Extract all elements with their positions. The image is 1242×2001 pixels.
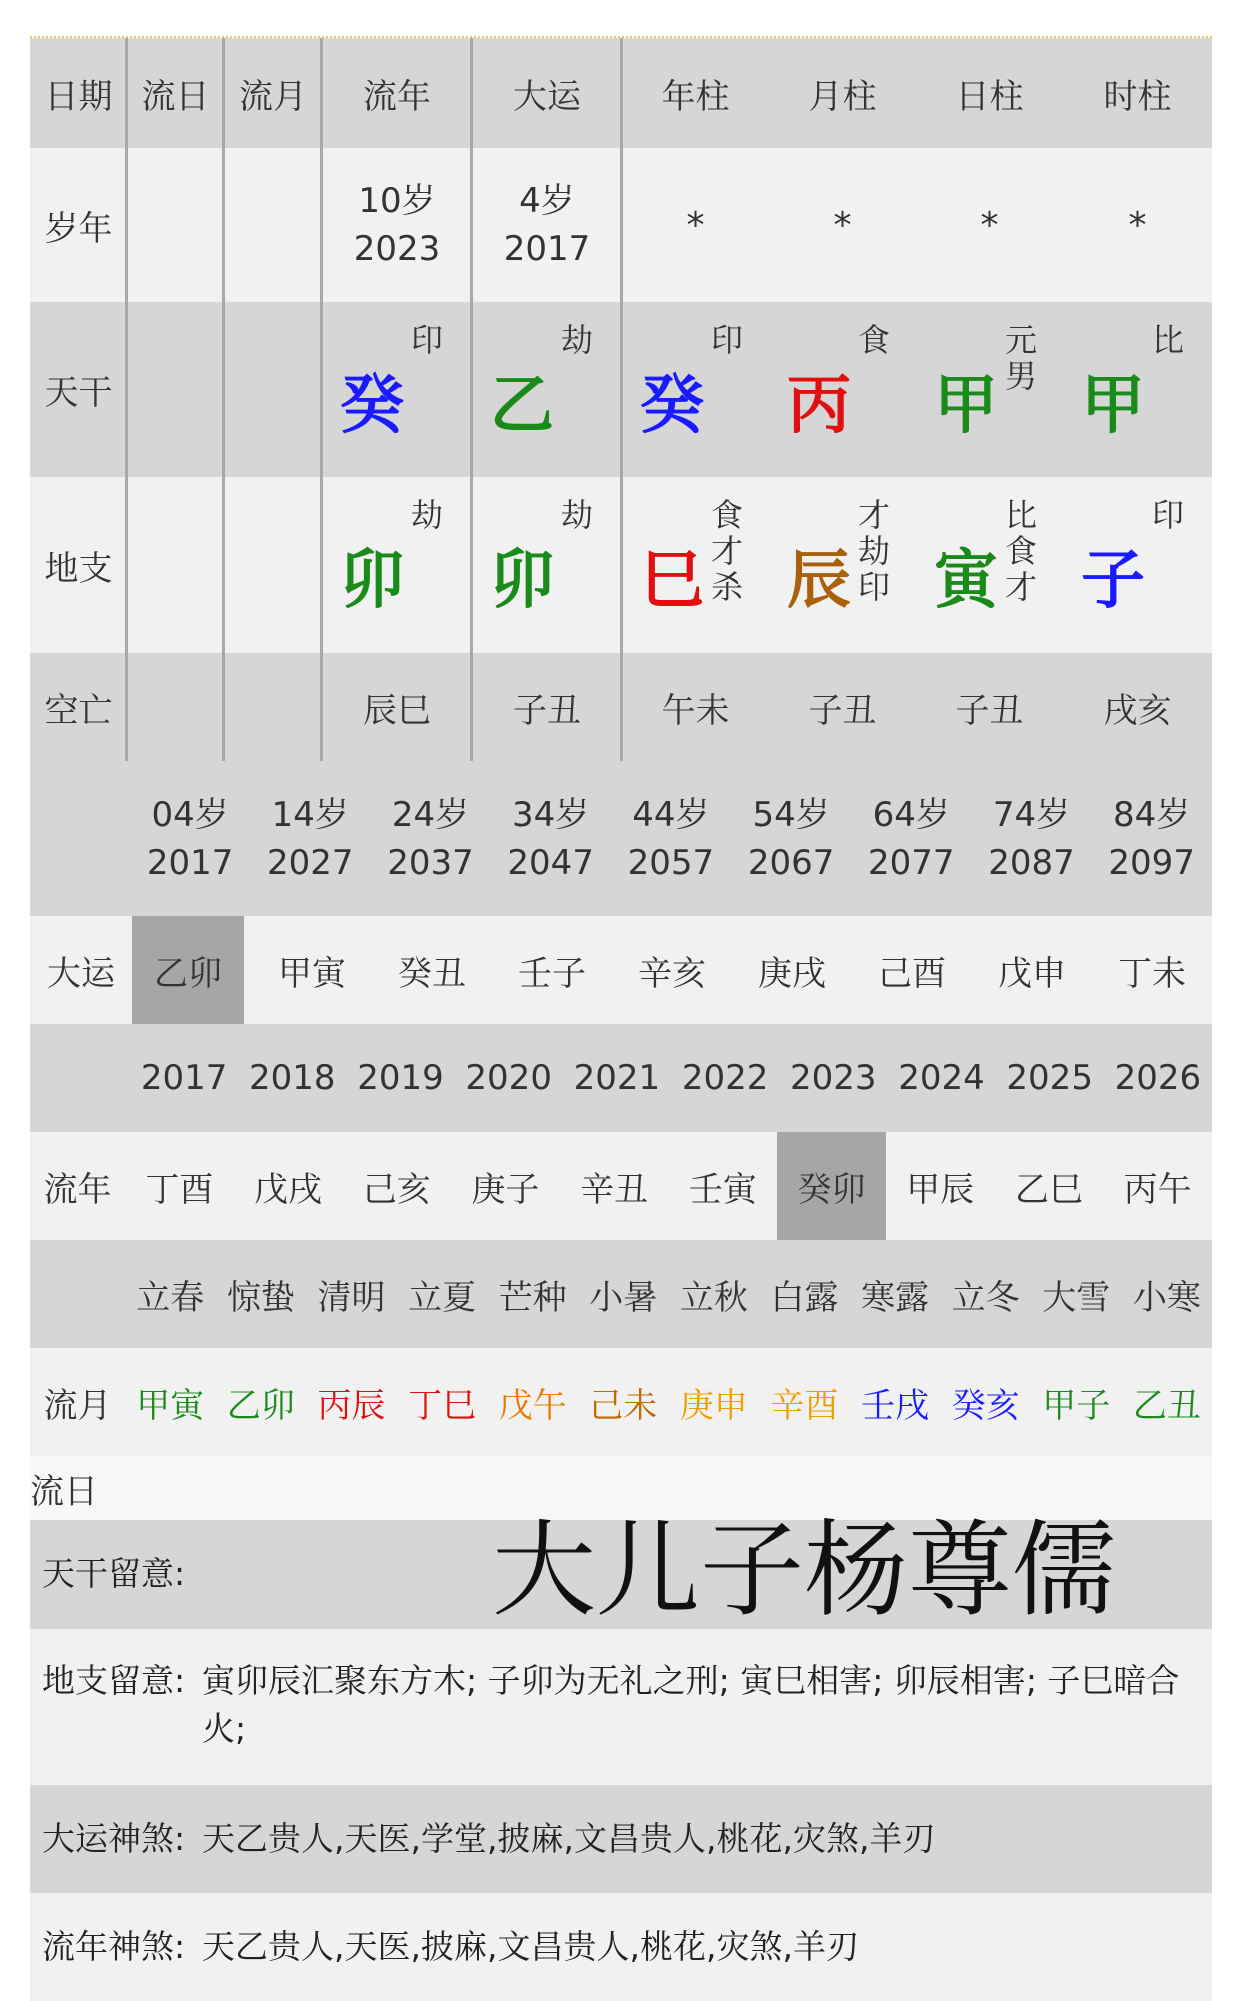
tiangan-char: 癸 xyxy=(640,369,704,443)
liunian-year-cell: 2018 xyxy=(249,1058,336,1098)
dayun-age: 44岁 xyxy=(632,794,710,835)
col-header-year-pillar: 年柱 xyxy=(661,76,730,117)
year-pillar-star: * xyxy=(686,204,705,246)
liunian-item[interactable]: 庚子 xyxy=(471,1169,540,1210)
liuyue-item[interactable]: 辛酉 xyxy=(770,1385,839,1426)
liunian-age: 10岁 xyxy=(358,181,436,221)
liuyue-item[interactable]: 丙辰 xyxy=(317,1385,386,1426)
dayun-row-label: 大运 xyxy=(47,953,115,994)
dayun-start-year: 2037 xyxy=(387,842,474,883)
solar-term: 立夏 xyxy=(408,1277,477,1318)
liunian-item[interactable]: 乙巳 xyxy=(1014,1169,1083,1210)
liuyue-item[interactable]: 癸亥 xyxy=(951,1385,1020,1426)
dizhi-cell xyxy=(769,477,916,653)
dayun-age: 4岁 xyxy=(519,181,575,221)
dayun-age: 24岁 xyxy=(391,794,470,835)
dayun-shensha-row xyxy=(30,1785,1212,1893)
dayun-start-year: 2097 xyxy=(1108,842,1195,883)
overlay-name-text: 大儿子杨尊儒 xyxy=(492,1509,1117,1631)
liunian-item[interactable]: 丙午 xyxy=(1123,1169,1192,1210)
divider xyxy=(320,38,323,761)
dayun-age-cell xyxy=(731,761,851,916)
dayun-start-year: 2017 xyxy=(146,842,234,883)
tiangan-tenshen: 印 xyxy=(410,321,443,359)
divider xyxy=(125,38,128,761)
dizhi-notes-label: 地支留意: xyxy=(42,1661,186,1700)
dayun-shensha-value: 天乙贵人,天医,学堂,披麻,文昌贵人,桃花,灾煞,羊刃 xyxy=(202,1819,936,1858)
dizhi-cell xyxy=(916,477,1063,653)
liunian-shensha-label: 流年神煞: xyxy=(42,1927,186,1966)
dayun-age: 84岁 xyxy=(1113,794,1191,835)
solar-term: 小暑 xyxy=(589,1277,658,1318)
liunian-shensha-value: 天乙贵人,天医,披麻,文昌贵人,桃花,灾煞,羊刃 xyxy=(202,1927,859,1966)
dayun-age-cell xyxy=(851,761,971,916)
solar-term: 寒露 xyxy=(861,1277,930,1318)
liunian-year-cell: 2020 xyxy=(465,1058,552,1098)
col-header-liuyue[interactable]: 流月 xyxy=(239,76,307,117)
dayun-age-cell xyxy=(971,761,1091,916)
tiangan-char: 乙 xyxy=(490,369,554,443)
dizhi-tenshen: 劫 xyxy=(410,496,443,534)
dizhi-char: 巳 xyxy=(640,544,704,618)
liunian-age-cell xyxy=(322,148,472,302)
liuyue-item[interactable]: 壬戌 xyxy=(861,1385,930,1426)
liuri-row-label[interactable]: 流日 xyxy=(30,1471,98,1512)
kongwang-liunian: 辰巳 xyxy=(363,690,431,731)
dayun-age: 04岁 xyxy=(151,794,229,835)
tiangan-cell xyxy=(769,302,916,477)
dayun-item[interactable]: 戊申 xyxy=(998,953,1066,994)
col-header-date: 日期 xyxy=(44,76,113,117)
col-header-day-pillar: 日柱 xyxy=(955,76,1024,117)
dizhi-char: 卯 xyxy=(340,544,404,618)
dayun-item[interactable]: 壬子 xyxy=(518,953,586,994)
tiangan-notes-label: 天干留意: xyxy=(42,1554,186,1593)
liunian-year-cell: 2022 xyxy=(681,1058,769,1098)
col-header-liunian[interactable]: 流年 xyxy=(363,76,431,117)
tiangan-tenshen: 劫 xyxy=(560,321,593,359)
tiangan-char: 甲 xyxy=(1081,369,1145,443)
liunian-item[interactable]: 甲辰 xyxy=(906,1169,975,1210)
solar-term: 小寒 xyxy=(1132,1277,1201,1318)
years-row xyxy=(30,1024,1212,1132)
dayun-age: 14岁 xyxy=(271,794,349,835)
dayun-start-year: 2087 xyxy=(988,842,1075,883)
dizhi-row-label: 地支 xyxy=(44,548,113,589)
dayun-year: 2017 xyxy=(503,229,591,269)
dayun-shensha-label: 大运神煞: xyxy=(42,1819,186,1858)
dizhi-char: 卯 xyxy=(490,544,554,618)
liuyue-row xyxy=(30,1348,1212,1456)
kongwang-hour: 戌亥 xyxy=(1103,690,1172,731)
dayun-item[interactable]: 辛亥 xyxy=(638,953,706,994)
solar-term: 芒种 xyxy=(498,1277,567,1318)
col-header-month-pillar: 月柱 xyxy=(808,76,877,117)
col-header-dayun[interactable]: 大运 xyxy=(513,76,581,117)
dayun-age-cell xyxy=(1092,761,1212,916)
liunian-item[interactable]: 壬寅 xyxy=(688,1169,757,1210)
divider xyxy=(222,38,225,761)
liuyue-item[interactable]: 庚申 xyxy=(679,1385,748,1426)
dizhi-char: 子 xyxy=(1081,544,1145,618)
dayun-row xyxy=(30,916,1212,1024)
dayun-age-cell xyxy=(491,761,611,916)
liunian-year-cell: 2024 xyxy=(898,1058,985,1098)
dayun-item[interactable]: 甲寅 xyxy=(278,953,346,994)
kongwang-day: 子丑 xyxy=(955,690,1024,731)
kongwang-dayun: 子丑 xyxy=(513,690,581,731)
dayun-start-year: 2077 xyxy=(868,842,955,883)
dayun-age-cell xyxy=(130,761,250,916)
liunian-item[interactable]: 丁酉 xyxy=(145,1169,214,1210)
liuyue-item[interactable]: 甲子 xyxy=(1042,1385,1111,1426)
dayun-start-year: 2047 xyxy=(507,842,594,883)
tiangan-cell xyxy=(1063,302,1212,477)
solar-term: 惊蛰 xyxy=(226,1277,295,1318)
dizhi-tenshen: 才劫印 xyxy=(857,496,890,606)
solar-terms-row xyxy=(30,1240,1212,1348)
liunian-year-cell: 2017 xyxy=(140,1058,228,1098)
dayun-age: 34岁 xyxy=(512,794,590,835)
dizhi-tenshen: 劫 xyxy=(560,496,593,534)
liuyue-item[interactable]: 甲寅 xyxy=(136,1385,205,1426)
liuyue-item[interactable]: 乙卯 xyxy=(226,1385,295,1426)
dayun-age: 74岁 xyxy=(992,794,1071,835)
liunian-year-cell: 2023 xyxy=(790,1058,877,1098)
liunian-row xyxy=(30,1132,1212,1240)
dizhi-cell xyxy=(472,477,622,653)
dizhi-tenshen: 印 xyxy=(1151,496,1184,534)
tiangan-char: 丙 xyxy=(787,369,851,443)
liuyue-item[interactable]: 丁巳 xyxy=(408,1385,477,1426)
tiangan-cell xyxy=(916,302,1063,477)
dizhi-cell xyxy=(622,477,769,653)
solar-term: 大雪 xyxy=(1042,1277,1111,1318)
liuyue-item[interactable]: 己未 xyxy=(589,1385,658,1426)
solar-term: 白露 xyxy=(770,1277,839,1318)
solar-term: 立冬 xyxy=(951,1277,1020,1318)
solar-term: 立春 xyxy=(136,1277,205,1318)
dayun-age-cell xyxy=(250,761,370,916)
hour-pillar-star: * xyxy=(1128,204,1147,246)
tiangan-char: 癸 xyxy=(340,369,404,443)
kongwang-month: 子丑 xyxy=(808,690,877,731)
tiangan-tenshen: 印 xyxy=(710,321,743,359)
dayun-age: 64岁 xyxy=(872,794,950,835)
dizhi-notes-value: 寅卯辰汇聚东方木; 子卯为无礼之刑; 寅巳相害; 卯辰相害; 子巳暗合火; xyxy=(202,1661,1180,1748)
col-header-hour-pillar: 时柱 xyxy=(1103,76,1172,117)
dizhi-cell xyxy=(322,477,472,653)
dayun-start-year: 2057 xyxy=(627,842,715,883)
tiangan-row-label: 天干 xyxy=(44,373,113,413)
dizhi-char: 寅 xyxy=(934,544,998,618)
liunian-item[interactable]: 己亥 xyxy=(362,1169,431,1210)
dizhi-tenshen: 比食才 xyxy=(1004,496,1037,606)
dayun-age: 54岁 xyxy=(752,794,830,835)
liunian-item[interactable]: 癸卯 xyxy=(777,1132,886,1240)
liunian-shensha-row xyxy=(30,1893,1212,2001)
dayun-item[interactable]: 庚戌 xyxy=(758,953,826,994)
tiangan-char: 甲 xyxy=(934,369,998,443)
liunian-item[interactable]: 辛丑 xyxy=(580,1169,649,1210)
liuyue-item[interactable]: 乙丑 xyxy=(1132,1385,1201,1426)
liunian-year-cell: 2026 xyxy=(1114,1058,1202,1098)
dayun-start-year: 2067 xyxy=(747,842,835,883)
dayun-item[interactable]: 丁未 xyxy=(1118,953,1186,994)
day-pillar-star: * xyxy=(980,204,999,246)
solar-term: 清明 xyxy=(317,1277,386,1318)
dayun-age-cell xyxy=(370,761,490,916)
liunian-row-label: 流年 xyxy=(43,1169,112,1210)
dayun-item[interactable]: 乙卯 xyxy=(132,916,244,1024)
dayun-item[interactable]: 癸丑 xyxy=(398,953,466,994)
tiangan-tenshen: 元男 xyxy=(1004,321,1037,395)
dayun-age-cell xyxy=(611,761,731,916)
dizhi-tenshen: 食才杀 xyxy=(710,496,743,606)
dayun-age-cell xyxy=(472,148,622,302)
divider xyxy=(470,38,473,761)
liunian-year-cell: 2019 xyxy=(357,1058,444,1098)
tiangan-cell xyxy=(622,302,769,477)
age-row-label: 岁年 xyxy=(44,208,113,249)
dizhi-notes-row xyxy=(30,1629,1212,1785)
month-pillar-star: * xyxy=(833,204,852,246)
liunian-year: 2023 xyxy=(353,229,441,269)
kongwang-year: 午未 xyxy=(661,690,730,731)
col-header-liuri[interactable]: 流日 xyxy=(141,76,210,117)
kongwang-row-label: 空亡 xyxy=(44,690,113,731)
liuyue-row-label: 流月 xyxy=(43,1385,112,1426)
liunian-year-cell: 2025 xyxy=(1006,1058,1093,1098)
dizhi-cell xyxy=(1063,477,1212,653)
tiangan-cell xyxy=(322,302,472,477)
liunian-year-cell: 2021 xyxy=(573,1058,661,1098)
tiangan-cell xyxy=(472,302,622,477)
liunian-item[interactable]: 戊戌 xyxy=(254,1169,323,1210)
solar-term: 立秋 xyxy=(679,1277,748,1318)
dayun-item[interactable]: 己酉 xyxy=(878,953,946,994)
tiangan-tenshen: 比 xyxy=(1151,321,1184,359)
dayun-start-year: 2027 xyxy=(267,842,354,883)
dizhi-char: 辰 xyxy=(787,544,851,618)
dayun-ages-row xyxy=(30,761,1212,916)
divider xyxy=(620,38,623,761)
liuyue-item[interactable]: 戊午 xyxy=(498,1385,567,1426)
tiangan-tenshen: 食 xyxy=(857,321,890,359)
